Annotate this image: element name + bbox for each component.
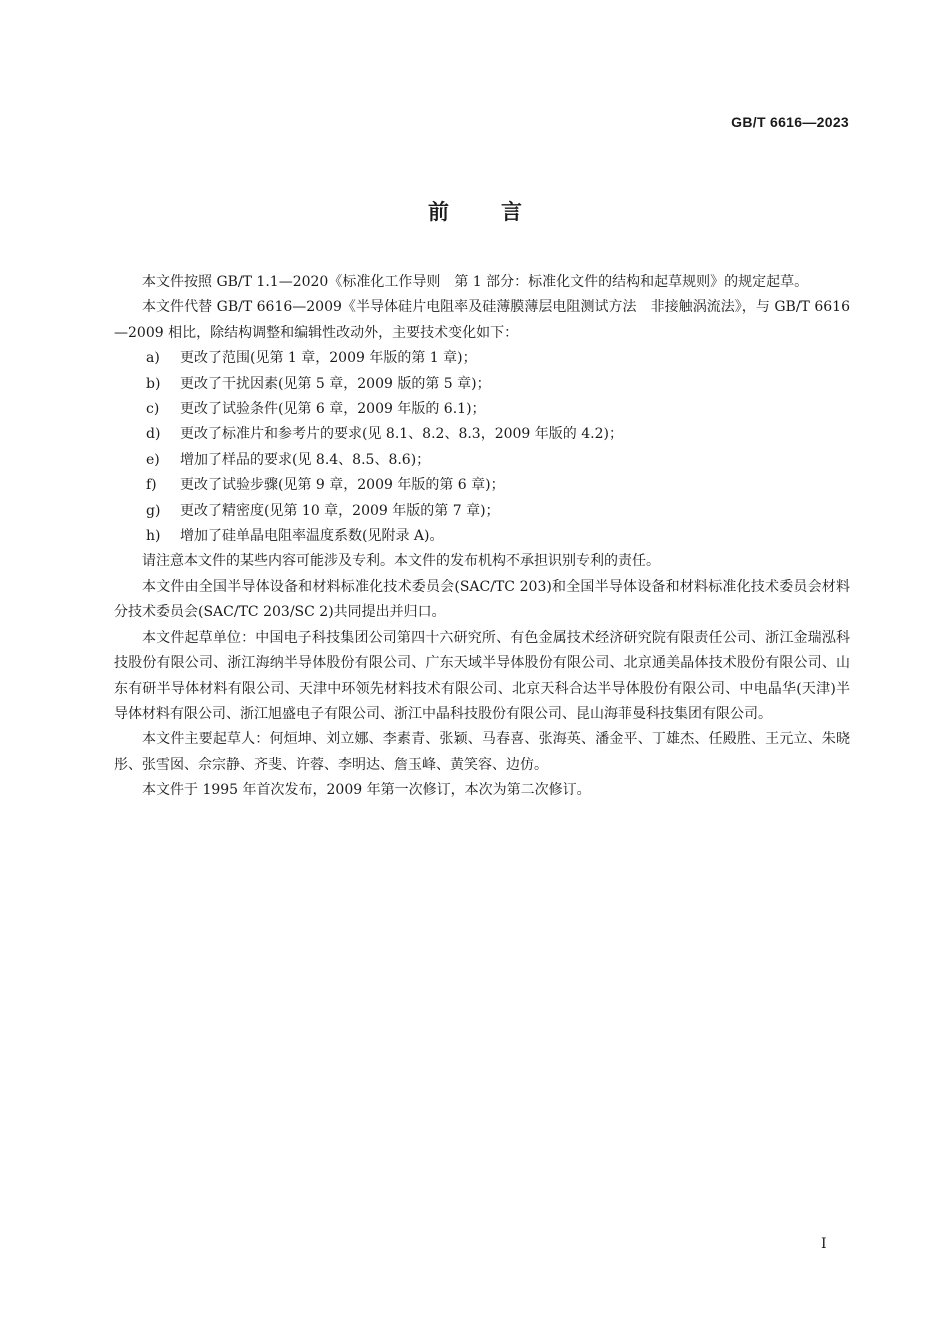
paragraph-drafting-rules: 本文件按照 GB/T 1.1—2020《标准化工作导则 第 1 部分：标准化文件的结构和起草规则》的规定起草。 <box>142 274 809 290</box>
title-char-2: 言 <box>501 200 522 224</box>
list-marker: f) <box>146 477 157 494</box>
list-item <box>114 397 850 422</box>
list-marker: c) <box>146 401 160 418</box>
list-marker: b) <box>146 375 161 392</box>
page-number: I <box>821 1236 827 1252</box>
paragraph-replaces: 本文件代替 GB/T 6616—2009《半导体硅片电阻率及硅薄膜薄层电阻测试方法 非接触涡流法》，与 GB/T 6616—2009 相比，除结构调整和编辑性改动外，主要技术变化如下： <box>114 299 850 341</box>
list-item-text: 增加了硅单晶电阻率温度系数(见附录 A)。 <box>180 528 444 545</box>
list-item <box>114 524 850 549</box>
list-item <box>114 473 850 498</box>
list-marker: h) <box>146 528 161 545</box>
foreword-body <box>114 270 850 804</box>
standard-number: GB/T 6616—2023 <box>731 114 849 130</box>
list-item-text: 更改了试验条件(见第 6 章，2009 年版的 6.1)； <box>180 401 486 418</box>
list-item-text: 更改了干扰因素(见第 5 章，2009 版的第 5 章)； <box>180 375 491 392</box>
page-title <box>0 196 950 226</box>
paragraph-history: 本文件于 1995 年首次发布，2009 年第一次修订，本次为第二次修订。 <box>142 782 591 799</box>
list-item-text: 更改了精密度(见第 10 章，2009 年版的第 7 章)； <box>180 502 500 519</box>
paragraph-patent-notice: 请注意本文件的某些内容可能涉及专利。本文件的发布机构不承担识别专利的责任。 <box>142 553 660 570</box>
list-item <box>114 499 850 524</box>
list-marker: g) <box>146 502 161 519</box>
list-item-text: 增加了样品的要求(见 8.4、8.5、8.6)； <box>180 451 431 468</box>
list-item-text: 更改了范围(见第 1 章，2009 年版的第 1 章)； <box>180 350 477 367</box>
list-marker: e) <box>146 451 160 468</box>
list-item <box>114 448 850 473</box>
list-item-text: 更改了标准片和参考片的要求(见 8.1、8.2、8.3，2009 年版的 4.2)； <box>180 426 623 443</box>
list-item-text: 更改了试验步骤(见第 9 章，2009 年版的第 6 章)； <box>180 477 505 494</box>
list-item <box>114 372 850 397</box>
list-item <box>114 346 850 371</box>
title-char-1: 前 <box>428 200 449 224</box>
paragraph-drafters: 本文件主要起草人：何烜坤、刘立娜、李素青、张颖、马春喜、张海英、潘金平、丁雄杰、任殿胜、王元立、朱晓彤、张雪囡、佘宗静、齐斐、许蓉、李明达、詹玉峰、黄笑容、边仿。 <box>114 731 850 773</box>
paragraph-proposer: 本文件由全国半导体设备和材料标准化技术委员会(SAC/TC 203)和全国半导体设备和材料标准化技术委员会材料分技术委员会(SAC/TC 203/SC 2)共同提出并归口。 <box>114 578 850 621</box>
list-marker: a) <box>146 350 160 367</box>
changes-list <box>114 346 850 549</box>
list-marker: d) <box>146 426 161 443</box>
paragraph-drafting-units: 本文件起草单位：中国电子科技集团公司第四十六研究所、有色金属技术经济研究院有限责任公司、浙江金瑞泓科技股份有限公司、浙江海纳半导体股份有限公司、广东天域半导体股份有限公司、北京通美晶体技术股份有限公司、山东有研半导体材料有限公司、天津中环领先材料技术有限公司、北京天科合达半导体股份有限公司、中电晶华(天津)半导体材料有限公司、浙江旭盛电子有限公司、浙江中晶科技股份有限公司、昆山海菲曼科技集团有限公司。 <box>114 629 850 722</box>
list-item <box>114 422 850 447</box>
